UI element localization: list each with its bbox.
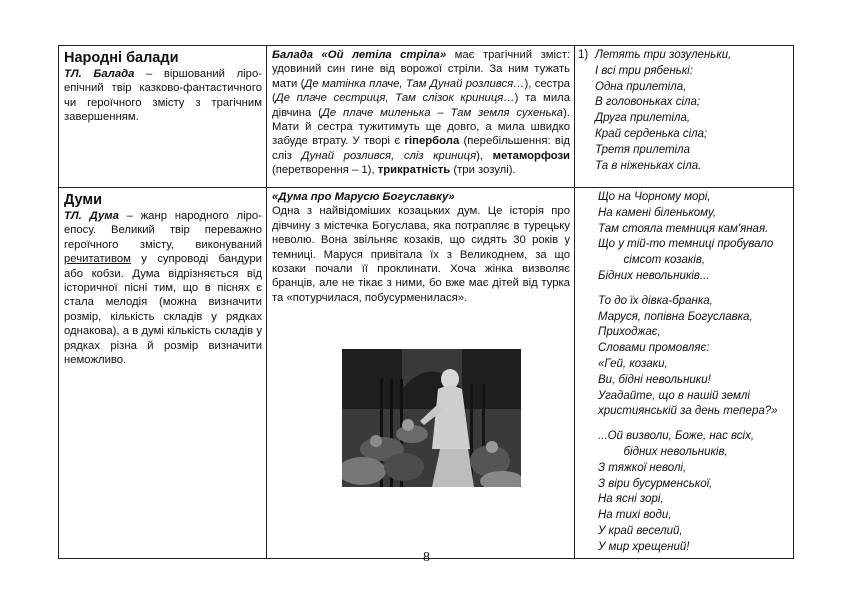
text-run: Де плаче миленька – Там земля сухенька (321, 106, 564, 119)
work-title: «Дума про Марусю Богуславку» (272, 191, 455, 203)
verse-line: З віри бусурменської, (598, 477, 713, 490)
text-run: гіпербола (404, 135, 460, 148)
dumy-verse-cell (575, 188, 794, 559)
verse-line: Та в ніженьках сіла. (595, 159, 702, 172)
text-run: Де матінка плаче, Там Дунай розлився… (304, 77, 525, 90)
verse-line: Летять три зозуленьки, (595, 49, 732, 61)
ballads-definition-cell (59, 46, 267, 188)
verse-line: Приходжає, (598, 326, 661, 339)
stanza-gap (598, 285, 789, 294)
verse-line: «Гей, козаки, (598, 357, 668, 370)
verse-line: На камені біленькому, (598, 206, 717, 219)
text-run: Дунай розлився, сліз криниця (301, 149, 477, 162)
definition-text (64, 209, 262, 367)
ballad-verse (595, 48, 731, 174)
verse-line: То до їх дівка-бранка, (598, 294, 713, 307)
text-run: ). Мати й сестра тужитимуть ще довго, а мила швидко забуде втрату. У творі є (272, 106, 570, 148)
text-run: ТЛ. Дума (64, 210, 119, 222)
literature-table (58, 45, 794, 559)
verse-line: ...Ой визволи, Боже, нас всіх, (598, 430, 755, 443)
verse-line: Друга прилетіла, (595, 112, 691, 125)
duma-verse (598, 190, 789, 556)
verse-line: З тяжкої неволі, (598, 461, 687, 474)
text-run: у супроводі бандури або кобзи. Дума відрізняється від історичної пісні тим, що в піснях є стала мелодія (можна визначити розмір, кількість складів у рядках однакова), а в думі кількість складів у рядках різна й розмір визначити неможливо. (64, 253, 262, 367)
verse-line: сімсот козаків, (598, 254, 706, 267)
table-row (59, 46, 794, 188)
verse-line: Там стояла темниця кам'яная. (598, 222, 769, 235)
stanza-gap (598, 420, 789, 429)
text-run: Де плаче сестриця, Там слізок криниця… (275, 92, 515, 105)
dumy-summary-cell (267, 188, 575, 559)
verse-line: У мир хрещений! (598, 540, 690, 553)
verse-line: У край веселий, (598, 524, 683, 537)
verse-line: Словами промовляє: (598, 342, 710, 355)
verse-line: Маруся, попівна Богуславка, (598, 310, 753, 323)
section-title: Думи (64, 192, 103, 208)
text-run: ), (476, 149, 493, 162)
verse-line: Одна прилетіла, (595, 80, 687, 93)
definition-body: – віршований ліро-епічний твір казково-фантастичного чи героїчного змісту з трагічним завершенням. (64, 68, 262, 124)
verse-line: Угадайте, що в нашій землі (598, 389, 750, 402)
verse-line: Що на Чорному морі, (598, 191, 711, 203)
illustration-image (342, 349, 521, 487)
ballads-verse-cell (575, 46, 794, 188)
verse-line: Ви, бідні невольники! (598, 373, 711, 386)
dumy-definition-cell (59, 188, 267, 559)
text-run: (перетворення – 1), (272, 164, 378, 177)
table-row (59, 188, 794, 559)
text-run: речитативом (64, 253, 131, 266)
verse-line: В головоньках сіла; (595, 96, 701, 109)
work-title: Балада «Ой летіла стріла» (272, 49, 447, 61)
page-number: 8 (423, 550, 430, 565)
analysis-text (272, 48, 570, 178)
verse-line: бідних невольників, (598, 445, 728, 458)
ballads-analysis-cell (267, 46, 575, 188)
text-run: – жанр народного ліро-епосу. Великий твір переважно героїчного змісту, виконуваний (64, 210, 262, 251)
verse-number: 1) (578, 49, 589, 61)
text-run: трикратність (377, 164, 451, 177)
illustration-drawing (342, 349, 521, 487)
summary-text: Одна з найвідоміших козацьких дум. Це історія про дівчину з містечка Богуслава, яка потрапляє в турецьку неволю. Вона звільняє козаків, що сидять 30 років у темниці. Маруся привітала їх з Великоднем, за що козаки почали її проклинати. Хоча жінка визволяє бранців, але не тікає з ними, бо вже має дітей від турка та «потурчилася, побусурменилася». (272, 205, 570, 304)
text-run: ) та мила дівчина ( (272, 92, 571, 119)
definition-text (64, 67, 262, 125)
verse-line: Край серденька сіла; (595, 127, 708, 140)
verse-line: На ясні зорі, (598, 493, 664, 506)
verse-line: На тихі води, (598, 509, 672, 522)
definition-term: ТЛ. Балада (64, 68, 135, 80)
text-run: ), сестра ( (272, 77, 571, 105)
text-run: метаморфози (492, 149, 571, 162)
text-run: (три зозулі). (450, 164, 516, 177)
section-title: Народні балади (64, 50, 179, 66)
verse-line: Що у тій-то темниці пробувало (598, 238, 774, 251)
text-run: має трагічний зміст: удовиний син гине від ворожої стріли. За ним тужать мати ( (272, 49, 571, 90)
verse-line: Третя прилетіла (595, 143, 690, 156)
verse-line: Бідних невольників... (598, 269, 710, 282)
verse-line: християнській за день тепера?» (598, 405, 778, 418)
text-run: (перебільшення: від сліз (272, 135, 570, 162)
verse-line: І всі три рябенькі: (595, 64, 693, 77)
